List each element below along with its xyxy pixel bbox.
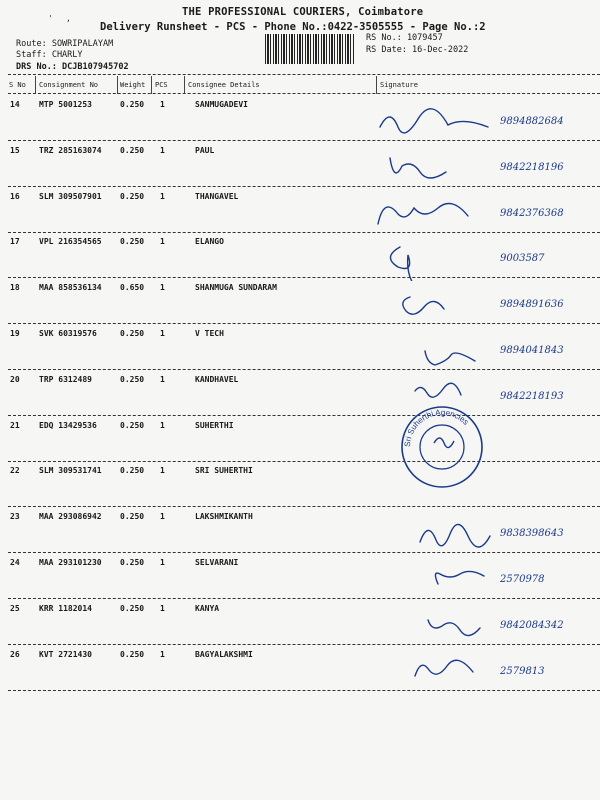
signature-phone: 9842084342 xyxy=(500,620,564,631)
row-pcs: 1 xyxy=(160,650,165,659)
col-pcs: PCS xyxy=(155,81,168,89)
row-consignment: KRR 1182014 xyxy=(39,604,92,613)
signature-phone: 9842218196 xyxy=(500,162,564,173)
col-signature: Signature xyxy=(380,81,418,89)
header-top-rule xyxy=(8,74,600,75)
row-sno: 17 xyxy=(10,237,20,246)
header-bottom-rule xyxy=(8,93,600,94)
signature xyxy=(370,560,595,602)
row-consignment: MAA 293101230 xyxy=(39,558,102,567)
row-pcs: 1 xyxy=(160,375,165,384)
row-sno: 24 xyxy=(10,558,20,567)
signature-phone: 9842218193 xyxy=(500,391,564,402)
signature xyxy=(370,423,595,465)
row-pcs: 1 xyxy=(160,237,165,246)
row-pcs: 1 xyxy=(160,421,165,430)
row-consignee: THANGAVEL xyxy=(195,192,239,201)
row-weight: 0.250 xyxy=(120,146,145,155)
row-pcs: 1 xyxy=(160,100,165,109)
row-consignee: SHANMUGA SUNDARAM xyxy=(195,283,277,292)
signature xyxy=(370,148,595,190)
row-weight: 0.250 xyxy=(120,100,145,109)
row-sno: 25 xyxy=(10,604,20,613)
row-consignee: PAUL xyxy=(195,146,215,155)
row-pcs: 1 xyxy=(160,329,165,338)
row-pcs: 1 xyxy=(160,512,165,521)
signature xyxy=(370,239,595,281)
col-divider xyxy=(117,76,118,94)
corner-mark: ' xyxy=(48,14,53,23)
signature-phone: 9894882684 xyxy=(500,116,564,127)
row-consignment: KVT 2721430 xyxy=(39,650,92,659)
row-sno: 22 xyxy=(10,466,20,475)
row-weight: 0.250 xyxy=(120,237,145,246)
row-sno: 19 xyxy=(10,329,20,338)
row-weight: 0.250 xyxy=(120,512,145,521)
row-consignment: MAA 858536134 xyxy=(39,283,102,292)
row-consignment: SVK 60319576 xyxy=(39,329,97,338)
signature-phone: 9003587 xyxy=(500,253,545,264)
row-consignee: SELVARANI xyxy=(195,558,239,567)
signature-phone: 2579813 xyxy=(500,666,545,677)
corner-mark: , xyxy=(66,14,71,23)
row-consignee: SUHERTHI xyxy=(195,421,234,430)
col-divider xyxy=(35,76,36,94)
row-sno: 18 xyxy=(10,283,20,292)
row-consignee: SANMUGADEVI xyxy=(195,100,248,109)
row-consignee: KANYA xyxy=(195,604,220,613)
row-consignment: MAA 293086942 xyxy=(39,512,102,521)
row-consignment: VPL 216354565 xyxy=(39,237,102,246)
row-pcs: 1 xyxy=(160,146,165,155)
runsheet-subtitle: Delivery Runsheet - PCS - Phone No.:0422-3505555 - Page No.:2 xyxy=(100,21,486,33)
col-divider xyxy=(184,76,185,94)
row-sno: 14 xyxy=(10,100,20,109)
col-divider xyxy=(376,76,377,94)
row-consignee: KANDHAVEL xyxy=(195,375,239,384)
row-pcs: 1 xyxy=(160,283,165,292)
signature xyxy=(370,468,595,510)
row-pcs: 1 xyxy=(160,558,165,567)
row-weight: 0.250 xyxy=(120,604,145,613)
rs-number: RS No.: 1079457 xyxy=(366,33,443,43)
signature-phone: 9838398643 xyxy=(500,528,564,539)
row-consignee: BAGYALAKSHMI xyxy=(195,650,253,659)
row-sno: 21 xyxy=(10,421,20,430)
row-pcs: 1 xyxy=(160,192,165,201)
col-consignment: Consignment No xyxy=(39,81,99,89)
route-label: Route: SOWRIPALAYAM xyxy=(16,39,114,49)
row-sno: 20 xyxy=(10,375,20,384)
row-consignment: SLM 309507901 xyxy=(39,192,102,201)
col-sno: S No xyxy=(9,81,26,89)
row-consignee: ELANGO xyxy=(195,237,224,246)
signature xyxy=(370,652,595,694)
signature xyxy=(370,102,595,144)
drs-number: DRS No.: DCJB107945702 xyxy=(16,62,129,72)
signature xyxy=(370,606,595,648)
row-weight: 0.250 xyxy=(120,421,145,430)
signature xyxy=(370,514,595,556)
table-header xyxy=(0,76,600,92)
row-consignment: MTP 5001253 xyxy=(39,100,92,109)
row-weight: 0.250 xyxy=(120,329,145,338)
signature-phone: 9894891636 xyxy=(500,299,564,310)
signature xyxy=(370,194,595,236)
row-weight: 0.250 xyxy=(120,466,145,475)
row-sno: 16 xyxy=(10,192,20,201)
row-consignment: TRZ 285163074 xyxy=(39,146,102,155)
row-consignee: V TECH xyxy=(195,329,224,338)
signature xyxy=(370,285,595,327)
barcode xyxy=(265,34,355,64)
row-weight: 0.250 xyxy=(120,558,145,567)
rs-date: RS Date: 16-Dec-2022 xyxy=(366,45,469,55)
row-consignee: LAKSHMIKANTH xyxy=(195,512,253,521)
row-sno: 23 xyxy=(10,512,20,521)
signature-phone: 9894041843 xyxy=(500,345,564,356)
company-title: THE PROFESSIONAL COURIERS, Coimbatore xyxy=(182,6,424,18)
row-sno: 15 xyxy=(10,146,20,155)
col-consignee: Consignee Details xyxy=(188,81,260,89)
signature xyxy=(370,331,595,373)
row-weight: 0.250 xyxy=(120,192,145,201)
row-weight: 0.650 xyxy=(120,283,145,292)
row-consignment: EDQ 13429536 xyxy=(39,421,97,430)
signature-phone: 2570978 xyxy=(500,574,545,585)
row-consignment: TRP 6312489 xyxy=(39,375,92,384)
signature xyxy=(370,377,595,419)
col-weight: Weight xyxy=(120,81,146,89)
row-weight: 0.250 xyxy=(120,650,145,659)
row-pcs: 1 xyxy=(160,466,165,475)
col-divider xyxy=(151,76,152,94)
row-weight: 0.250 xyxy=(120,375,145,384)
row-consignee: SRI SUHERTHI xyxy=(195,466,253,475)
staff-label: Staff: CHARLY xyxy=(16,50,83,60)
signature-phone: 9842376368 xyxy=(500,208,564,219)
row-consignment: SLM 309531741 xyxy=(39,466,102,475)
stamp-text: Sri Suherthi Agencies xyxy=(402,407,471,448)
row-sno: 26 xyxy=(10,650,20,659)
row-pcs: 1 xyxy=(160,604,165,613)
